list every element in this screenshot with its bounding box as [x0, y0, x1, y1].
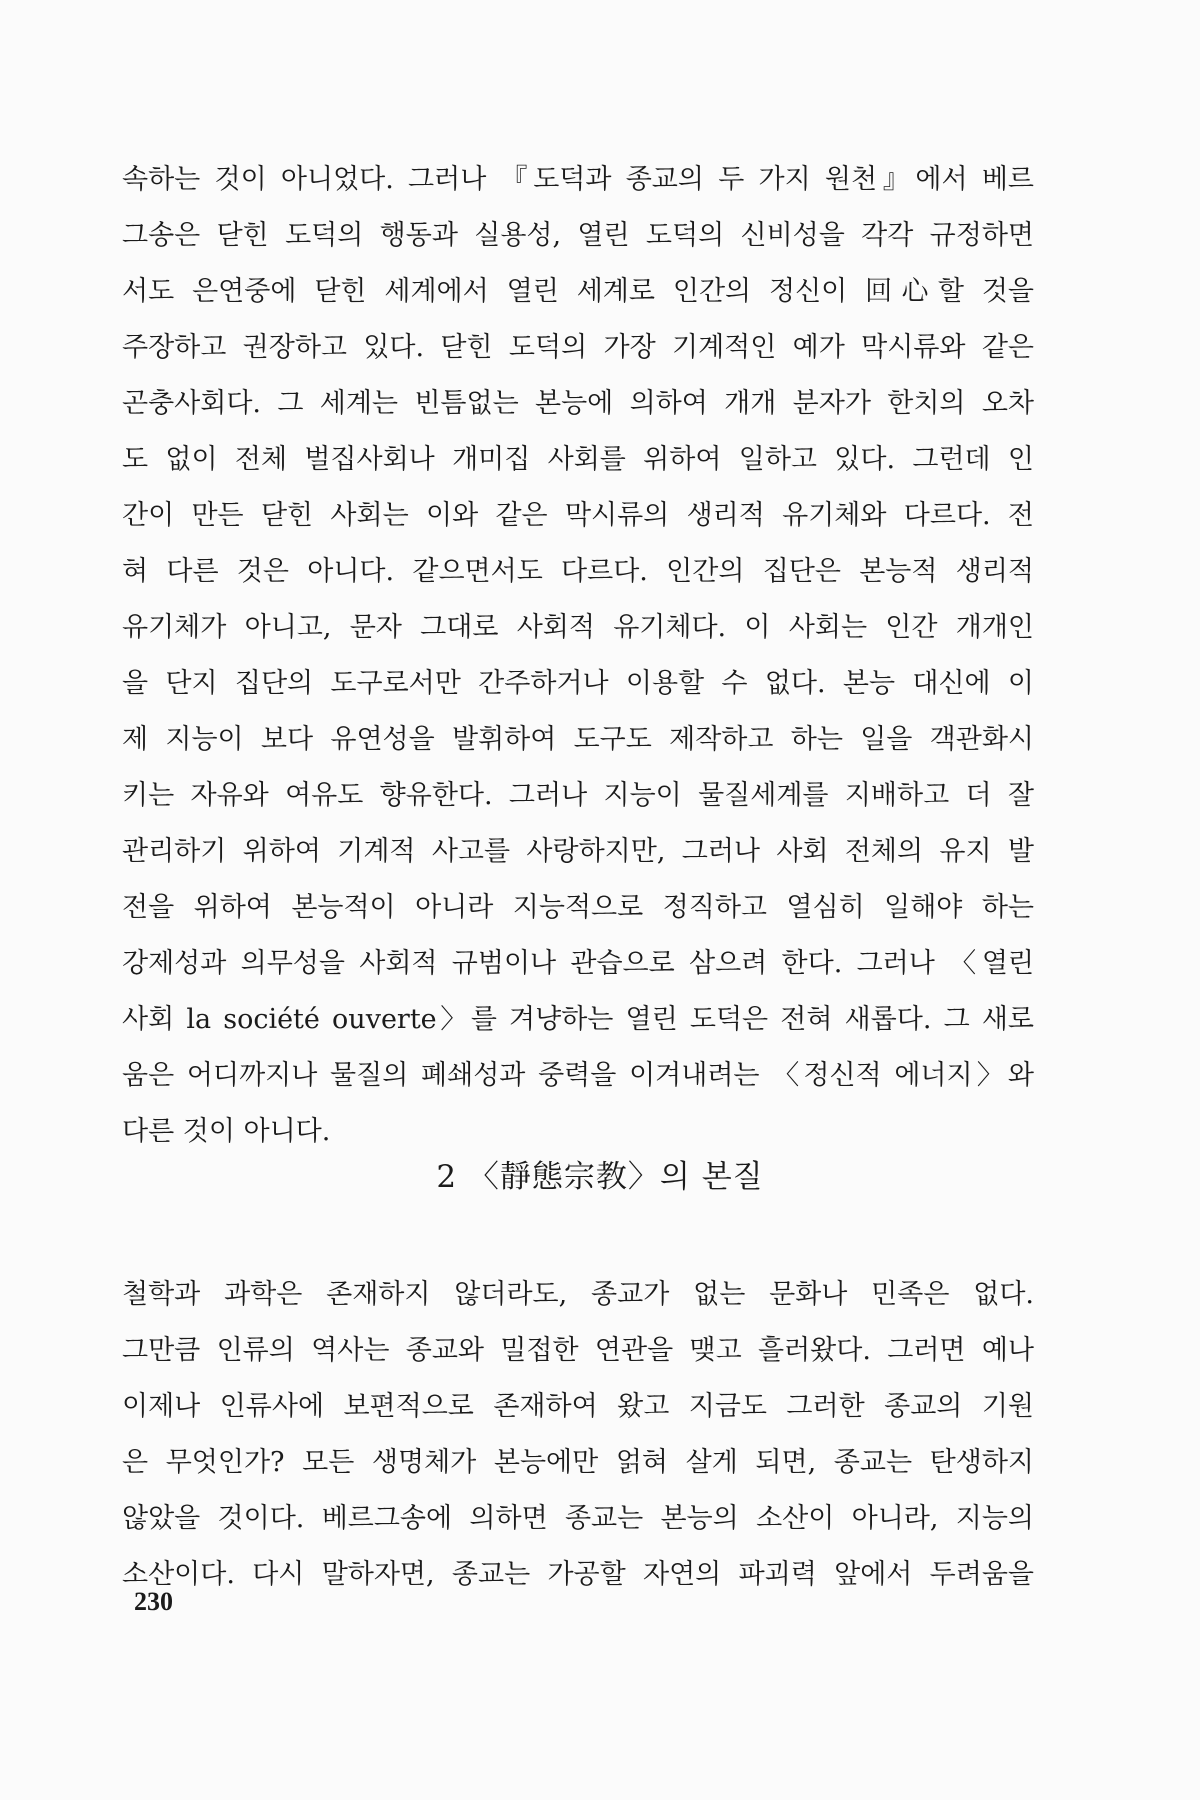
text-line: 않았을 것이다. 베르그송에 의하면 종교는 본능의 소산이 아니라, 지능의 [122, 1503, 1034, 1534]
text-line: 간이 만든 닫힌 사회는 이와 같은 막시류의 생리적 유기체와 다르다. 전 [122, 500, 1034, 531]
text-line: 곤충사회다. 그 세계는 빈틈없는 본능에 의하여 개개 분자가 한치의 오차 [122, 388, 1034, 419]
text-line: 도 없이 전체 벌집사회나 개미집 사회를 위하여 일하고 있다. 그런데 인 [122, 444, 1034, 475]
text-line: 움은 어디까지나 물질의 폐쇄성과 중력을 이겨내려는 〈정신적 에너지〉와 [122, 1060, 1034, 1091]
text-line: 사회 la société ouverte〉를 겨냥하는 열린 도덕은 전혀 새롭다. 그 새로 [122, 1004, 1034, 1035]
body-paragraph-1 [122, 152, 1034, 1160]
text-line: 전을 위하여 본능적이 아니라 지능적으로 정직하고 열심히 일해야 하는 [122, 892, 1034, 923]
text-line: 은 무엇인가? 모든 생명체가 본능에만 얽혀 살게 되면, 종교는 탄생하지 [122, 1447, 1034, 1478]
text-line: 이제나 인류사에 보편적으로 존재하여 왔고 지금도 그러한 종교의 기원 [122, 1391, 1034, 1422]
text-line: 소산이다. 다시 말하자면, 종교는 가공할 자연의 파괴력 앞에서 두려움을 [122, 1559, 1034, 1590]
text-line: 유기체가 아니고, 문자 그대로 사회적 유기체다. 이 사회는 인간 개개인 [122, 612, 1034, 643]
text-line: 관리하기 위하여 기계적 사고를 사랑하지만, 그러나 사회 전체의 유지 발 [122, 836, 1034, 867]
text-line: 그송은 닫힌 도덕의 행동과 실용성, 열린 도덕의 신비성을 각각 규정하면 [122, 220, 1034, 251]
text-line: 그만큼 인류의 역사는 종교와 밀접한 연관을 맺고 흘러왔다. 그러면 예나 [122, 1335, 1034, 1366]
text-line: 을 단지 집단의 도구로서만 간주하거나 이용할 수 없다. 본능 대신에 이 [122, 668, 1034, 699]
text-line: 서도 은연중에 닫힌 세계에서 열린 세계로 인간의 정신이 回心할 것을 [122, 276, 1034, 307]
text-line: 철학과 과학은 존재하지 않더라도, 종교가 없는 문화나 민족은 없다. [122, 1279, 1034, 1310]
text-line: 속하는 것이 아니었다. 그러나 『도덕과 종교의 두 가지 원천』에서 베르 [122, 164, 1034, 195]
text-line: 다른 것이 아니다. [122, 1116, 331, 1147]
text-line: 강제성과 의무성을 사회적 규범이나 관습으로 삼으려 한다. 그러나 〈열린 [122, 948, 1034, 979]
body-paragraph-2 [122, 1267, 1034, 1603]
text-line: 키는 자유와 여유도 향유한다. 그러나 지능이 물질세계를 지배하고 더 잘 [122, 780, 1034, 811]
page-number: 230 [134, 1587, 173, 1616]
text-line: 제 지능이 보다 유연성을 발휘하여 도구도 제작하고 하는 일을 객관화시 [122, 724, 1034, 755]
text-line: 주장하고 권장하고 있다. 닫힌 도덕의 가장 기계적인 예가 막시류와 같은 [122, 332, 1034, 363]
section-heading: 2 〈靜態宗教〉의 본질 [436, 1159, 764, 1195]
text-line: 혀 다른 것은 아니다. 같으면서도 다르다. 인간의 집단은 본능적 생리적 [122, 556, 1034, 587]
